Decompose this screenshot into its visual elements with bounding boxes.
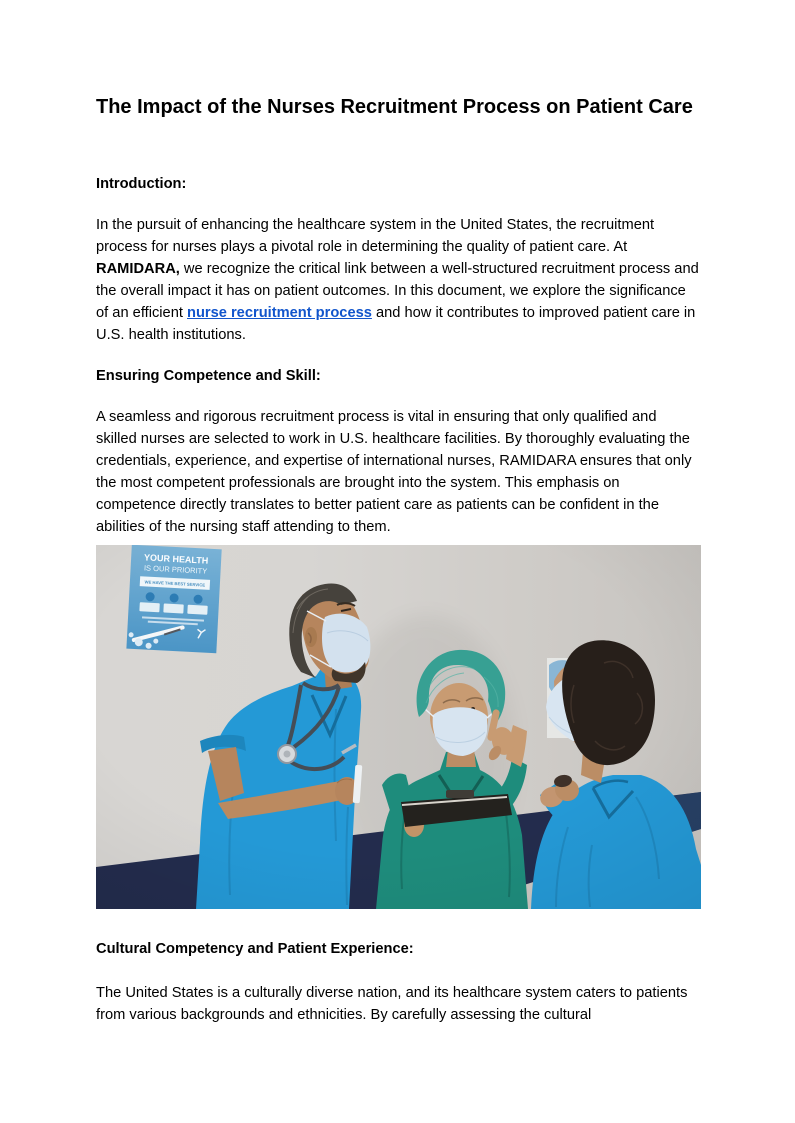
heading-cultural: Cultural Competency and Patient Experience: — [96, 941, 414, 957]
intro-text-2: we recognize the critical link between a well-structured recruitment process and the overall impact it has on patient outcomes. In this document, we explore the significance of an efficient — [96, 261, 699, 321]
paragraph-introduction — [96, 214, 699, 346]
nurse-recruitment-process-link[interactable]: nurse recruitment process — [187, 305, 372, 321]
doc-title: The Impact of the Nurses Recruitment Process on Patient Care — [96, 96, 693, 118]
heading-competence: Ensuring Competence and Skill: — [96, 368, 321, 384]
paragraph-competence: A seamless and rigorous recruitment process is vital in ensuring that only qualified and skilled nurses are selected to work in U.S. healthcare facilities. By thoroughly evaluating the credentials, experience, and expertise of international nurses, RAMIDARA ensures that only the most competent professionals are brought into the system. This emphasis on competence directly translates to better patient care as patients can be confident in the abilities of the nursing staff attending to them. — [96, 409, 692, 535]
company-name-bold: RAMIDARA, — [96, 261, 180, 277]
nurses-photo-illustration — [96, 545, 701, 909]
intro-text-3: and how it contributes to improved patient care in U.S. health institutions. — [96, 305, 696, 343]
nurses-photo[interactable] — [96, 545, 701, 909]
heading-introduction: Introduction: — [96, 176, 187, 192]
paragraph-cultural: The United States is a culturally diverse nation, and its healthcare system caters to patients from various backgrounds and ethnicities. By carefully assessing the cultural — [96, 985, 688, 1023]
intro-text-1: In the pursuit of enhancing the healthcare system in the United States, the recruitment process for nurses plays a pivotal role in determining the quality of patient care. At — [96, 217, 655, 255]
